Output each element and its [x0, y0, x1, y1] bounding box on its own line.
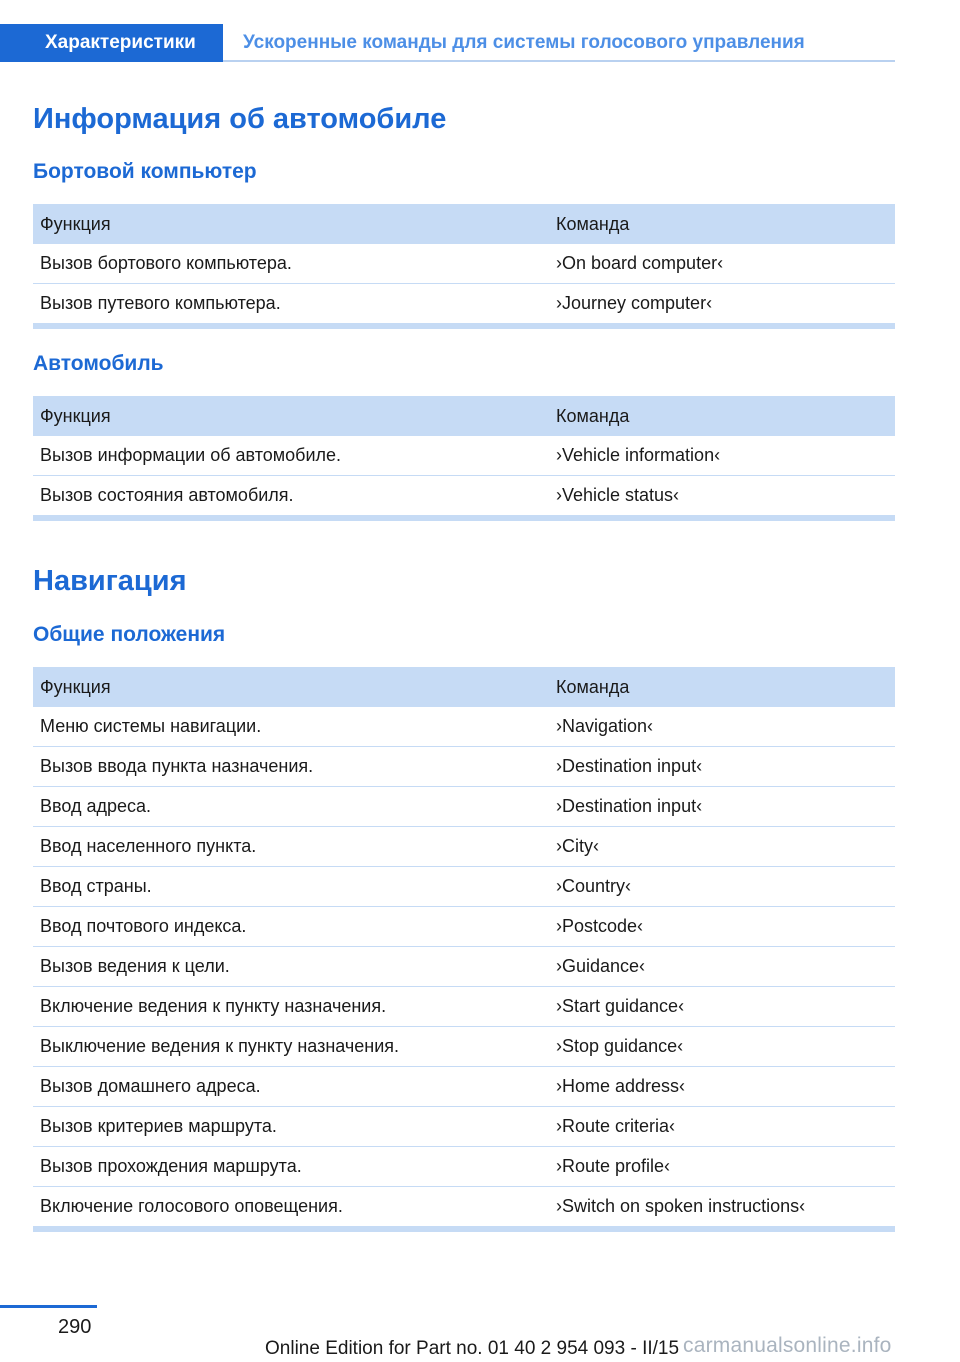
footer-rule	[0, 1305, 97, 1308]
function-cell: Вызов критериев маршрута.	[40, 1116, 277, 1136]
table-onboard-computer	[33, 204, 895, 329]
function-cell: Меню системы навигации.	[40, 716, 262, 736]
column-header-function: Функция	[40, 676, 111, 697]
command-cell: ›Stop guidance‹	[556, 1036, 684, 1056]
function-cell: Вызов ввода пункта назначения.	[40, 756, 314, 776]
function-cell: Ввод адреса.	[40, 796, 152, 816]
table-navigation	[33, 667, 895, 1232]
header-divider	[223, 60, 895, 62]
command-cell: ›Country‹	[556, 876, 632, 896]
table-vehicle	[33, 396, 895, 521]
table-row	[33, 436, 895, 476]
command-cell: ›Vehicle information‹	[556, 445, 721, 465]
command-cell: ›City‹	[556, 836, 599, 856]
function-cell: Ввод населенного пункта.	[40, 836, 257, 856]
table-row	[33, 1067, 895, 1107]
section-tab[interactable]: Характеристики	[0, 24, 223, 62]
function-cell: Вызов домашнего адреса.	[40, 1076, 261, 1096]
table-row	[33, 284, 895, 324]
table-row	[33, 747, 895, 787]
command-cell: ›Journey computer‹	[556, 293, 713, 313]
page-header	[0, 24, 895, 62]
column-header-command: Команда	[556, 213, 630, 234]
command-cell: ›Destination input‹	[556, 756, 703, 776]
table-row	[33, 707, 895, 747]
function-cell: Ввод страны.	[40, 876, 152, 896]
subsection-title-onboard: Бортовой компьютер	[33, 160, 257, 183]
command-cell: ›On board computer‹	[556, 253, 724, 273]
subsection-title-general: Общие положения	[33, 623, 226, 646]
command-cell: ›Home address‹	[556, 1076, 686, 1096]
function-cell: Включение ведения к пункту назначения.	[40, 996, 387, 1016]
subsection-title-vehicle: Автомобиль	[33, 352, 164, 375]
command-cell: ›Switch on spoken instructions‹	[556, 1196, 806, 1216]
table-header	[33, 667, 895, 707]
table-row	[33, 987, 895, 1027]
function-cell: Вызов ведения к цели.	[40, 956, 230, 976]
command-cell: ›Postcode‹	[556, 916, 644, 936]
function-cell: Включение голосового оповещения.	[40, 1196, 343, 1216]
function-cell: Вызов прохождения маршрута.	[40, 1156, 302, 1176]
table-bottom-rule	[33, 1227, 895, 1232]
column-header-function: Функция	[40, 405, 111, 426]
command-cell: ›Route profile‹	[556, 1156, 671, 1176]
command-cell: ›Vehicle status‹	[556, 485, 680, 505]
section-title-navigation: Навигация	[33, 565, 187, 597]
function-cell: Ввод почтового индекса.	[40, 916, 247, 936]
watermark: carmanualsonline.info	[683, 1334, 892, 1357]
table-bottom-rule	[33, 324, 895, 329]
command-cell: ›Navigation‹	[556, 716, 654, 736]
table-row	[33, 476, 895, 516]
table-row	[33, 867, 895, 907]
subsection-link[interactable]: Ускоренные команды для системы голосового управления	[243, 32, 805, 53]
function-cell: Выключение ведения к пункту назначения.	[40, 1036, 400, 1056]
table-row	[33, 244, 895, 284]
column-header-command: Команда	[556, 405, 630, 426]
table-row	[33, 947, 895, 987]
edition-note: Online Edition for Part no. 01 40 2 954 093 - II/15	[265, 1338, 680, 1359]
page-number: 290	[58, 1316, 92, 1338]
section-title-vehicle-info: Информация об автомобиле	[33, 103, 447, 135]
command-cell: ›Route criteria‹	[556, 1116, 676, 1136]
table-row	[33, 1027, 895, 1067]
table-bottom-rule	[33, 516, 895, 521]
table-row	[33, 1147, 895, 1187]
function-cell: Вызов информации об автомобиле.	[40, 445, 342, 465]
table-row	[33, 1187, 895, 1227]
command-cell: ›Start guidance‹	[556, 996, 685, 1016]
table-row	[33, 1107, 895, 1147]
function-cell: Вызов бортового компьютера.	[40, 253, 292, 273]
table-header	[33, 204, 895, 244]
function-cell: Вызов путевого компьютера.	[40, 293, 281, 313]
command-cell: ›Destination input‹	[556, 796, 703, 816]
table-row	[33, 787, 895, 827]
table-row	[33, 907, 895, 947]
function-cell: Вызов состояния автомобиля.	[40, 485, 294, 505]
command-cell: ›Guidance‹	[556, 956, 646, 976]
column-header-command: Команда	[556, 676, 630, 697]
column-header-function: Функция	[40, 213, 111, 234]
table-row	[33, 827, 895, 867]
table-header	[33, 396, 895, 436]
